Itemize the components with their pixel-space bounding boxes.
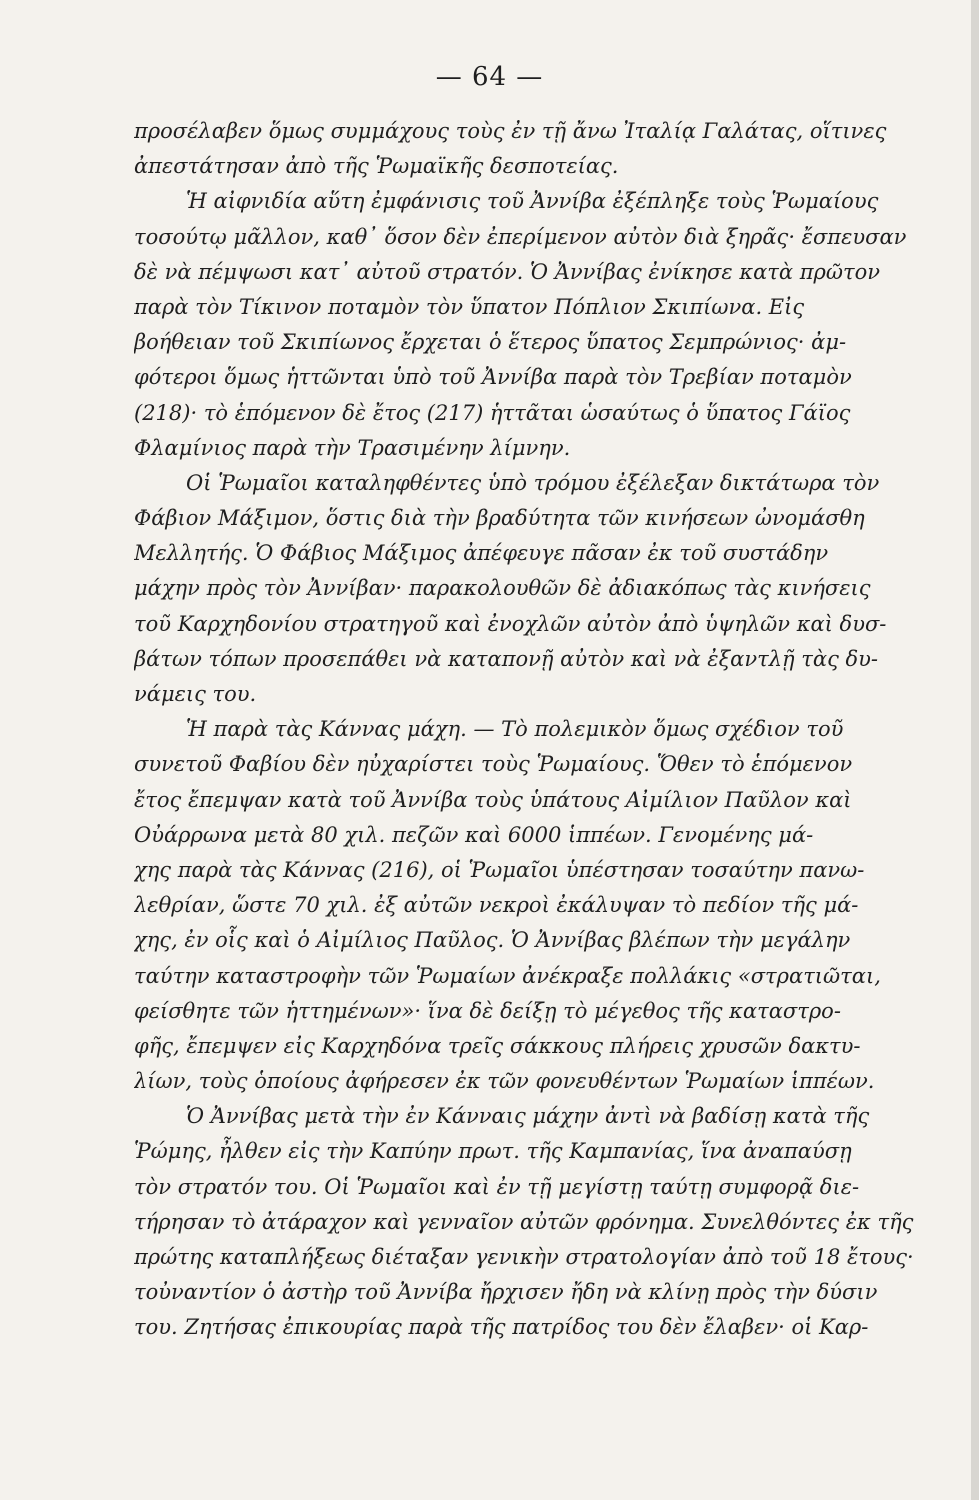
text-line: Μελλητής. Ὁ Φάβιος Μάξιμος ἀπέφευγε πᾶσαν ἐκ τοῦ συστάδην bbox=[134, 541, 829, 566]
text-line: μάχην πρὸς τὸν Ἀννίβαν· παρακολουθῶν δὲ ἀδιακόπως τὰς κινήσεις bbox=[134, 576, 871, 601]
text-line: Φάβιον Μάξιμον, ὅστις διὰ τὴν βραδύτητα τῶν κινήσεων ὠνομάσθη bbox=[134, 506, 865, 531]
text-line: του. Ζητήσας ἐπικουρίας παρὰ τῆς πατρίδος του δὲν ἔλαβεν· οἱ Καρ- bbox=[134, 1315, 869, 1340]
text-line: τοὐναντίον ὁ ἀστὴρ τοῦ Ἀννίβα ἤρχισεν ἤδη νὰ κλίνῃ πρὸς τὴν δύσιν bbox=[134, 1280, 878, 1305]
page-number: — 64 — bbox=[435, 62, 544, 92]
text-line: Ἡ αἰφνιδία αὕτη ἐμφάνισις τοῦ Ἀννίβα ἐξέπληξε τοὺς Ῥωμαίους bbox=[186, 189, 879, 214]
text-line: τοσούτῳ μᾶλλον, καθ᾽ ὅσον δὲν ἐπερίμενον αὐτὸν διὰ ξηρᾶς· ἔσπευσαν bbox=[134, 224, 907, 249]
text-line: (218)· τὸ ἑπόμενον δὲ ἔτος (217) ἡττᾶται ὡσαύτως ὁ ὕπατος Γάϊος bbox=[134, 400, 851, 425]
text-line: Ἡ παρὰ τὰς Κάννας μάχη. — Τὸ πολεμικὸν ὅμως σχέδιον τοῦ bbox=[186, 717, 844, 742]
text-line: Οὐάρρωνα μετὰ 80 χιλ. πεζῶν καὶ 6000 ἱππέων. Γενομένης μά- bbox=[134, 822, 814, 847]
page-edge bbox=[971, 0, 979, 1500]
text-line: νάμεις του. bbox=[134, 682, 257, 706]
text-line: ἀπεστάτησαν ἀπὸ τῆς Ῥωμαϊκῆς δεσποτείας. bbox=[134, 154, 619, 179]
text-line: προσέλαβεν ὅμως συμμάχους τοὺς ἐν τῇ ἄνω Ἰταλίᾳ Γαλάτας, οἵτινες bbox=[134, 119, 887, 143]
text-line: Ῥώμης, ἦλθεν εἰς τὴν Καπύην πρωτ. τῆς Καμπανίας, ἵνα ἀναπαύσῃ bbox=[134, 1139, 852, 1164]
text-line: λεθρίαν, ὥστε 70 χιλ. ἐξ αὐτῶν νεκροὶ ἐκάλυψαν τὸ πεδίον τῆς μά- bbox=[134, 893, 859, 918]
text-line: τοῦ Καρχηδονίου στρατηγοῦ καὶ ἐνοχλῶν αὐτὸν ἀπὸ ὑψηλῶν καὶ δυσ- bbox=[134, 611, 887, 636]
text-line: φείσθητε τῶν ἡττημένων»· ἵνα δὲ δείξῃ τὸ μέγεθος τῆς καταστρο- bbox=[134, 998, 841, 1023]
text-line: Φλαμίνιος παρὰ τὴν Τρασιμένην λίμνην. bbox=[134, 435, 571, 460]
text-line: Οἱ Ῥωμαῖοι καταληφθέντες ὑπὸ τρόμου ἐξέλεξαν δικτάτωρα τὸν bbox=[186, 470, 880, 495]
text-line: τήρησαν τὸ ἀτάραχον καὶ γενναῖον αὐτῶν φρόνημα. Συνελθόντες ἐκ τῆς bbox=[134, 1209, 914, 1234]
text-line: χης, ἐν οἷς καὶ ὁ Αἰμίλιος Παῦλος. Ὁ Ἀννίβας βλέπων τὴν μεγάλην bbox=[134, 928, 851, 953]
text-line: βοήθειαν τοῦ Σκιπίωνος ἔρχεται ὁ ἕτερος ὕπατος Σεμπρώνιος· ἀμ- bbox=[134, 330, 847, 355]
text-line: τὸν στρατόν του. Οἱ Ῥωμαῖοι καὶ ἐν τῇ μεγίστῃ ταύτῃ συμφορᾷ διε- bbox=[134, 1174, 860, 1199]
text-line: συνετοῦ Φαβίου δὲν ηὐχαρίστει τοὺς Ῥωμαίους. Ὅθεν τὸ ἑπόμενον bbox=[134, 752, 853, 777]
text-line: πρώτης καταπλήξεως διέταξαν γενικὴν στρατολογίαν ἀπὸ τοῦ 18 ἔτους· bbox=[134, 1245, 914, 1269]
text-line: παρὰ τὸν Τίκινον ποταμὸν τὸν ὕπατον Πόπλιον Σκιπίωνα. Εἰς bbox=[134, 294, 805, 319]
text-line: ἔτος ἔπεμψαν κατὰ τοῦ Ἀννίβα τοὺς ὑπάτους Αἰμίλιον Παῦλον καὶ bbox=[134, 787, 852, 812]
text-line: Ὁ Ἀννίβας μετὰ τὴν ἐν Κάνναις μάχην ἀντὶ νὰ βαδίσῃ κατὰ τῆς bbox=[186, 1104, 870, 1129]
text-line: φῆς, ἔπεμψεν εἰς Καρχηδόνα τρεῖς σάκκους πλήρεις χρυσῶν δακτυ- bbox=[134, 1033, 861, 1058]
text-line: δὲ νὰ πέμψωσι κατ᾽ αὐτοῦ στρατόν. Ὁ Ἀννίβας ἐνίκησε κατὰ πρῶτον bbox=[134, 259, 881, 284]
body-text bbox=[134, 114, 946, 1346]
text-line: φότεροι ὅμως ἡττῶνται ὑπὸ τοῦ Ἀννίβα παρὰ τὸν Τρεβίαν ποταμὸν bbox=[134, 365, 852, 390]
text-line: ταύτην καταστροφὴν τῶν Ῥωμαίων ἀνέκραξε πολλάκις «στρατιῶται, bbox=[134, 963, 881, 988]
text-line: βάτων τόπων προσεπάθει νὰ καταπονῇ αὐτὸν καὶ νὰ ἐξαντλῇ τὰς δυ- bbox=[134, 646, 879, 671]
text-line: χης παρὰ τὰς Κάννας (216), οἱ Ῥωμαῖοι ὑπέστησαν τοσαύτην πανω- bbox=[134, 857, 865, 882]
text-line: λίων, τοὺς ὁποίους ἀφήρεσεν ἐκ τῶν φονευθέντων Ῥωμαίων ἱππέων. bbox=[134, 1069, 875, 1094]
